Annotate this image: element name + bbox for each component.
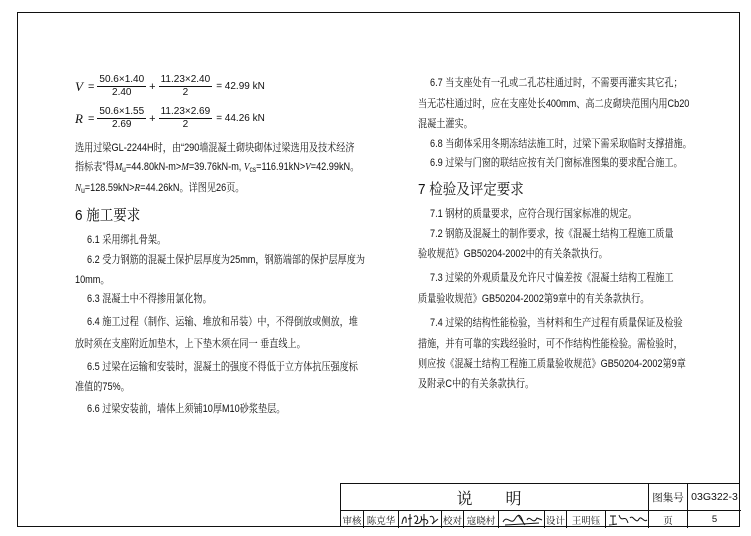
section-7-heading: 7 检验及评定要求: [418, 181, 524, 198]
formula-result: = 44.26 kN: [216, 113, 265, 124]
formula-result: = 42.99 kN: [216, 81, 265, 92]
variable: N: [75, 182, 82, 194]
fraction-denominator: 2.69: [112, 119, 132, 130]
clause-line: 验收规范》GB50204-2002中的有关条款执行。: [418, 248, 608, 260]
text-segment: 指标表”得: [75, 161, 115, 173]
clause-line: 措施，并有可靠的实践经验时，可不作结构性能检验。需检验时，: [418, 338, 683, 350]
selection-line: 选用过梁GL-2244H时，由“290墙混凝土砌块砌体过梁选用及技术经济: [75, 142, 355, 154]
subscript: u: [122, 165, 126, 174]
text-segment: =42.99kN。: [310, 161, 360, 173]
clause-line: 6.7 当支座处有一孔或二孔芯柱通过时，不需要再灌实其它孔；: [430, 77, 683, 89]
variable: V: [243, 161, 250, 173]
page-label: 页: [648, 511, 687, 528]
clause-line: 7.3 过梁的外观质量及允许尺寸偏差按《混凝土结构工程施工: [430, 272, 674, 284]
signature-mark: [499, 511, 544, 528]
clause-line: 6.8 当砌体采用冬期冻结法施工时，过梁下需采取临时支撑措施。: [430, 138, 692, 150]
section-6-heading: 6 施工要求: [75, 207, 141, 224]
formula-equals: =: [87, 80, 95, 93]
clause-line: 及附录C中的有关条款执行。: [418, 378, 535, 390]
clause-line: 7.1 钢材的质量要求，应符合现行国家标准的规定。: [430, 208, 637, 220]
text-segment: =128.59kN>: [84, 182, 135, 194]
clause-line: 当无芯柱通过时，应在支座处长400mm、高二皮砌块范围内用Cb20: [418, 98, 690, 110]
signature-mark: [606, 511, 648, 528]
formula-symbol: R: [75, 110, 83, 126]
checker-label: 校对: [441, 511, 463, 528]
formula-plus: +: [149, 112, 156, 125]
clause-line: 7.4 过梁的结构性能检验，当材料和生产过程有质量保证及检验: [430, 317, 683, 329]
fraction-numerator: 11.23×2.69: [160, 106, 211, 117]
fraction-numerator: 50.6×1.40: [99, 74, 145, 85]
clause-line: 6.5 过梁在运输和安装时，混凝土的强度不得低于立方体抗压强度标: [87, 361, 358, 373]
clause-line: 放时须在支座附近加垫木，上下垫木须在同一 垂直线上。: [75, 338, 306, 350]
fraction-denominator: 2: [182, 119, 189, 130]
shear-formula: [75, 74, 265, 99]
fraction: [97, 74, 146, 99]
clause-line: 10mm。: [75, 274, 110, 286]
text-segment: =44.80kN-m>: [125, 161, 182, 173]
title-block: [340, 483, 740, 527]
designer-label: 设计: [544, 511, 566, 528]
clause-line: 6.1 采用绑扎骨架。: [87, 234, 167, 246]
formula-equals: =: [87, 112, 95, 125]
clause-line: 6.6 过梁安装前，墙体上须铺10厚M10砂浆垫层。: [87, 403, 286, 415]
text-segment: =116.91kN>: [256, 161, 306, 173]
bearing-check-line: [75, 181, 244, 198]
reviewer-name: 陈克华: [363, 511, 398, 528]
clause-line: 混凝土灌实。: [418, 118, 473, 130]
text-segment: =39.76kN-m,: [188, 161, 244, 173]
clause-line: 准值的75%。: [75, 381, 130, 393]
designer-name: 王明钰: [566, 511, 605, 528]
atlas-label: 图集号: [648, 484, 687, 510]
variable: V: [305, 161, 311, 173]
subscript: u: [81, 186, 85, 195]
clause-line: 6.2 受力钢筋的混凝土保护层厚度为25mm，钢筋端部的保护层厚度为: [87, 254, 365, 266]
clause-line: 6.3 混凝土中不得掺用氯化物。: [87, 293, 212, 305]
atlas-number: 03G322-3: [687, 484, 741, 510]
variable: M: [114, 161, 123, 173]
page-number: 5: [687, 511, 741, 528]
designer-signature: [605, 511, 648, 528]
variable: R: [134, 182, 141, 194]
clause-line: 则应按《混凝土结构工程施工质量验收规范》GB50204-2002第9章: [418, 358, 686, 370]
clause-line: 6.4 施工过程（制作、运输、堆放和吊装）中，不得倒放或侧放，堆: [87, 316, 358, 328]
fraction: [97, 106, 146, 131]
checker-name: 寇晓村: [463, 511, 498, 528]
formula-symbol: V: [75, 78, 83, 94]
subscript: cs: [249, 165, 257, 174]
variable: M: [181, 161, 189, 173]
reviewer-signature: [398, 511, 441, 528]
reaction-formula: [75, 106, 265, 131]
formula-plus: +: [149, 80, 156, 93]
clause-line: 7.2 钢筋及混凝土的制作要求，按《混凝土结构工程施工质量: [430, 228, 674, 240]
sheet-title: 说明: [456, 490, 555, 508]
fraction: [159, 106, 213, 131]
capacity-check-line: [75, 160, 359, 177]
reviewer-label: 审核: [342, 515, 362, 527]
fraction-denominator: 2.40: [112, 87, 132, 98]
signature-mark: [399, 511, 441, 528]
fraction-denominator: 2: [182, 87, 189, 98]
clause-line: 6.9 过梁与门窗的联结应按有关门窗标准图集的要求配合施工。: [430, 157, 683, 169]
fraction: [159, 74, 213, 99]
fraction-numerator: 11.23×2.40: [160, 74, 211, 85]
clause-line: 质量验收规范》GB50204-2002第9章中的有关条款执行。: [418, 293, 650, 305]
fraction-numerator: 50.6×1.55: [99, 106, 145, 117]
text-segment: =44.26kN。详图见26页。: [140, 182, 245, 194]
checker-signature: [498, 511, 544, 528]
